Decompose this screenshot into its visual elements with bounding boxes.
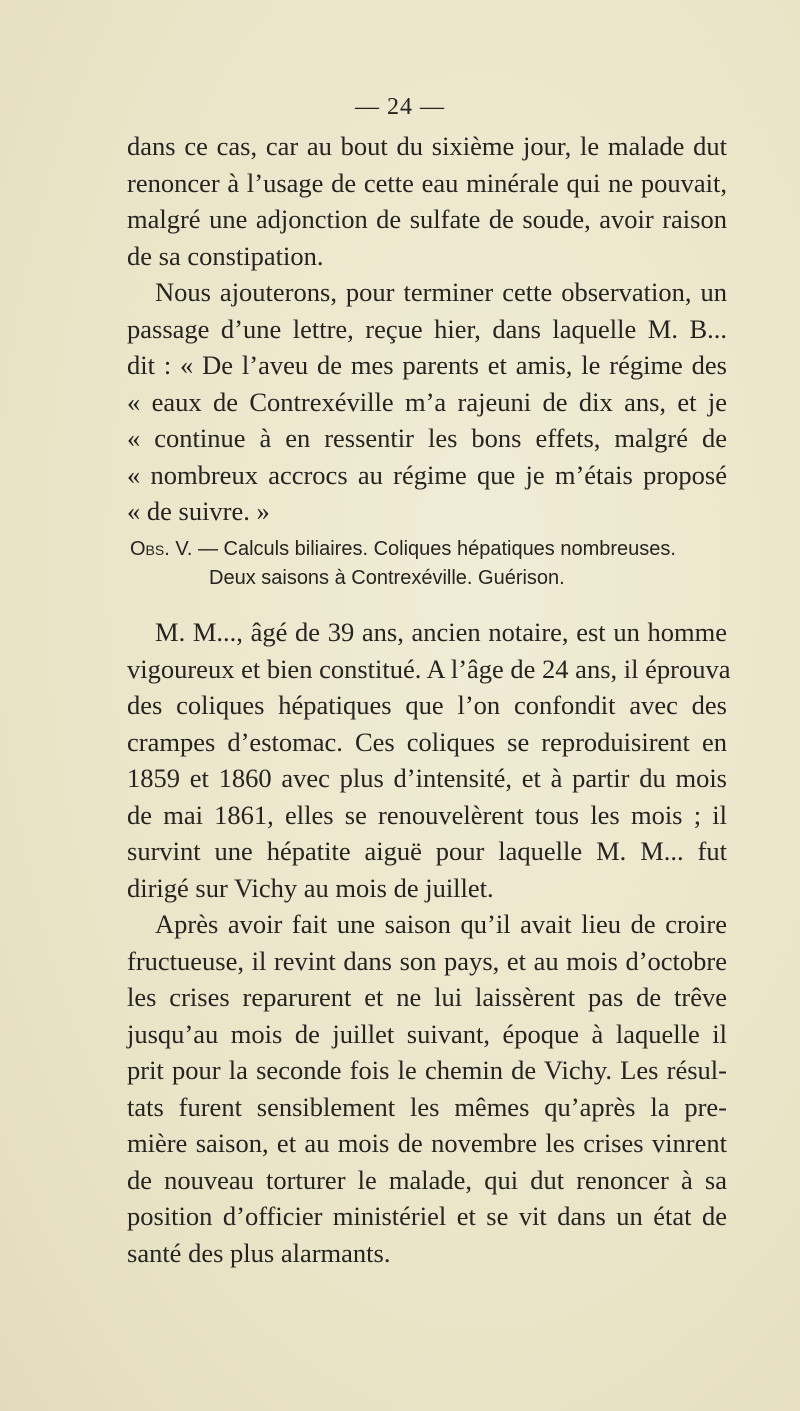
text-line: mière saison, et au mois de novembre les crises vinrent bbox=[127, 1128, 727, 1158]
text-line: renoncer à l’usage de cette eau minérale qui ne pouvait, bbox=[127, 167, 727, 198]
text-line: jusqu’au mois de juillet suivant, époque à laquelle il bbox=[127, 1018, 727, 1049]
text-line: de mai 1861, elles se renouvelèrent tous les mois ; il bbox=[127, 799, 727, 830]
observation-label: Obs. V. bbox=[130, 538, 193, 560]
text-line: « de suivre. » bbox=[127, 496, 270, 526]
text-line: « nombreux accrocs au régime que je m’étais proposé bbox=[127, 459, 727, 490]
observation-heading bbox=[130, 535, 730, 593]
text-line: fructueuse, il revint dans son pays, et au mois d’octobre bbox=[127, 945, 727, 976]
paragraph-case-history bbox=[127, 614, 731, 906]
text-line: vigoureux et bien constitué. A l’âge de 24 ans, il éprouva bbox=[127, 653, 731, 684]
text-line: tats furent sensiblement les mêmes qu’après la pre- bbox=[127, 1091, 727, 1122]
text-line: malgré une adjonction de sulfate de soude, avoir raison bbox=[127, 204, 727, 234]
text-line: prit pour la seconde fois le chemin de Vichy. Les résul- bbox=[127, 1055, 727, 1085]
text-line: « continue à en ressentir les bons effets, malgré de bbox=[127, 423, 727, 453]
text-line: Après avoir fait une saison qu’il avait lieu de croire bbox=[155, 909, 727, 939]
text-line: de nouveau torturer le malade, qui dut renoncer à sa bbox=[127, 1164, 727, 1195]
text-block-top bbox=[127, 128, 727, 530]
paragraph-letter-quote bbox=[127, 274, 727, 530]
text-line: de sa constipation. bbox=[127, 240, 324, 271]
text-line: dirigé sur Vichy au mois de juillet. bbox=[127, 872, 494, 903]
text-line: des coliques hépatiques que l’on confondit avec des bbox=[127, 690, 727, 720]
text-line: « eaux de Contrexéville m’a rajeuni de dix ans, et je bbox=[127, 386, 727, 417]
text-line: crampes d’estomac. Ces coliques se reproduisirent en bbox=[127, 726, 727, 757]
text-line: passage d’une lettre, reçue hier, dans laquelle M. B... bbox=[127, 313, 727, 344]
text-line: les crises reparurent et ne lui laissèrent pas de trêve bbox=[127, 982, 727, 1012]
text-line: dans ce cas, car au bout du sixième jour, le malade dut bbox=[127, 131, 727, 161]
text-line: Nous ajouterons, pour terminer cette observation, un bbox=[155, 277, 727, 307]
observation-title: — Calculs biliaires. Coliques hépatiques nombreuses. bbox=[192, 538, 676, 560]
observation-heading-line-1 bbox=[130, 535, 730, 564]
text-line: M. M..., âgé de 39 ans, ancien notaire, est un homme bbox=[155, 617, 727, 647]
text-line: survint une hépatite aiguë pour laquelle M. M... fut bbox=[127, 836, 727, 866]
page-number: — 24 — bbox=[355, 94, 445, 120]
text-line: position d’officier ministériel et se vit dans un état de bbox=[127, 1201, 727, 1231]
text-line: 1859 et 1860 avec plus d’intensité, et à partir du mois bbox=[127, 763, 727, 793]
paragraph-continuation bbox=[127, 128, 727, 274]
text-line: santé des plus alarmants. bbox=[127, 1237, 391, 1268]
text-block-bottom bbox=[127, 614, 731, 1271]
paragraph-second-season bbox=[127, 906, 727, 1271]
observation-heading-line-2: Deux saisons à Contrexéville. Guérison. bbox=[209, 567, 565, 589]
text-line: dit : « De l’aveu de mes parents et amis, le régime des bbox=[127, 350, 727, 380]
